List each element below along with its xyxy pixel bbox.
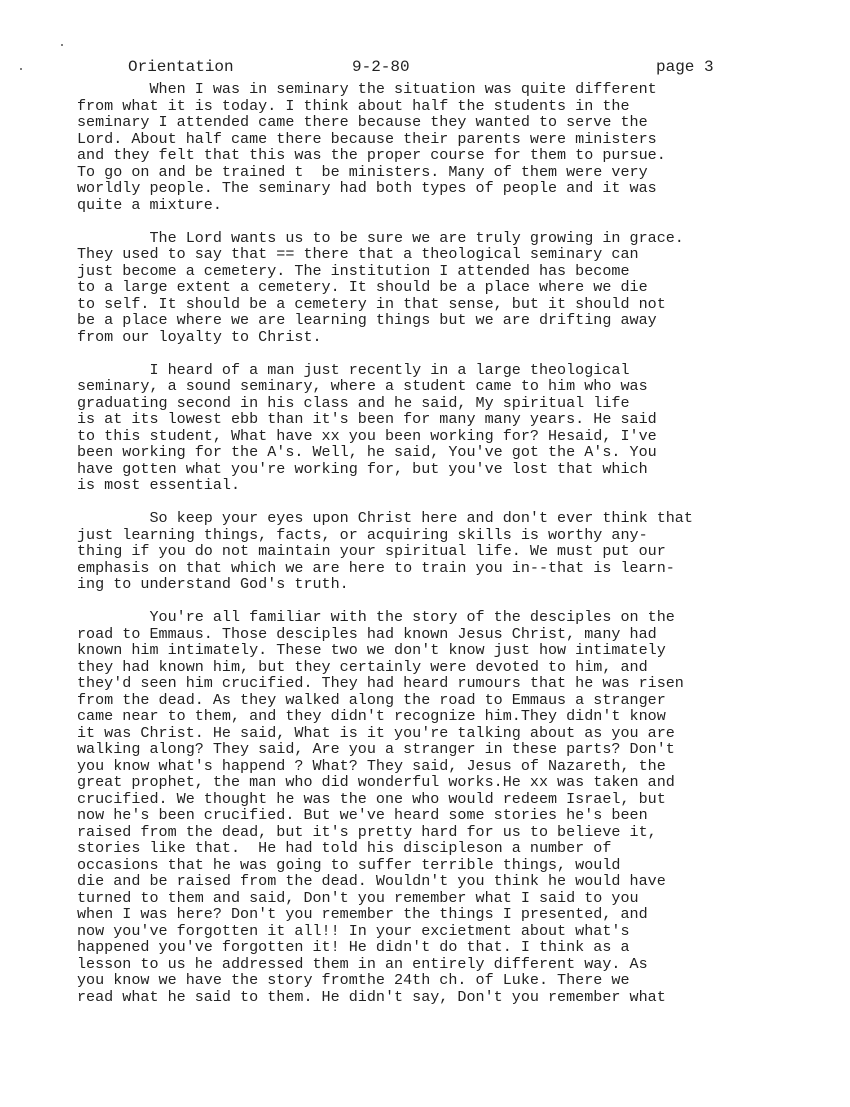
text-line: from our loyalty to Christ.	[77, 327, 322, 346]
text-line: road to Emmaus. Those desciples had known Jesus Christ, many had	[77, 624, 657, 643]
text-line: walking along? They said, Are you a stranger in these parts? Don't	[77, 740, 675, 758]
text-line: great prophet, the man who did wonderful works.He xx was taken and	[77, 773, 675, 791]
text-line: just become a cemetery. The institution I attended has become	[77, 261, 630, 280]
text-line: is at its lowest ebb than it's been for many many years. He said	[77, 410, 657, 428]
paragraph	[77, 510, 777, 593]
text-line: you know we have the story fromthe 24th ch. of Luke. There we	[77, 971, 630, 989]
body-text	[77, 81, 777, 1022]
text-line: came near to them, and they didn't recognize him.They didn't know	[77, 707, 666, 725]
text-line: to this student, What have xx you been working for? Hesaid, I've	[77, 426, 657, 445]
text-line: To go on and be trained t be ministers. Many of them were very	[77, 162, 648, 181]
text-line: crucified. We thought he was the one who would redeem Israel, but	[77, 789, 666, 808]
text-line: be a place where we are learning things but we are drifting away	[77, 311, 657, 329]
text-line: stories like that. He had told his discipleson a number of	[77, 839, 612, 857]
text-line: The Lord wants us to be sure we are truly growing in grace.	[77, 228, 684, 247]
header-date: 9-2-80	[352, 58, 410, 76]
header-page-number: page 3	[656, 58, 714, 76]
speck-mark	[61, 44, 63, 46]
text-line: is most essential.	[77, 476, 241, 494]
text-line: they had known him, but they certainly were devoted to him, and	[77, 657, 648, 676]
text-line: they'd seen him crucified. They had heard rumours that he was risen	[77, 674, 684, 692]
text-line: seminary, a sound seminary, where a student came to him who was	[77, 377, 648, 395]
text-line: lesson to us he addressed them in an entirely different way. As	[77, 954, 648, 973]
text-line: occasions that he was going to suffer terrible things, would	[77, 855, 621, 874]
text-line: die and be raised from the dead. Wouldn't you think he would have	[77, 872, 666, 890]
text-line: and they felt that this was the proper course for them to pursue.	[77, 146, 666, 164]
text-line: known him intimately. These two we don't know just how intimately	[77, 641, 666, 659]
text-line: have gotten what you're working for, but you've lost that which	[77, 459, 648, 478]
text-line: now he's been crucified. But we've heard some stories he's been	[77, 806, 648, 824]
text-line: turned to them and said, Don't you remember what I said to you	[77, 888, 639, 907]
text-line: you know what's happend ? What? They said, Jesus of Nazareth, the	[77, 756, 666, 775]
text-line: seminary I attended came there because they wanted to serve the	[77, 113, 648, 131]
text-line: Lord. About half came there because their parents were ministers	[77, 129, 657, 148]
text-line: I heard of a man just recently in a large theological	[77, 360, 630, 379]
text-line: You're all familiar with the story of the desciples on the	[77, 608, 675, 626]
text-line: thing if you do not maintain your spiritual life. We must put our	[77, 542, 666, 560]
paragraph	[77, 81, 777, 213]
text-line: now you've forgotten it all!! In your excietment about what's	[77, 921, 630, 940]
text-line: graduating second in his class and he said, My spiritual life	[77, 393, 630, 412]
paragraph	[77, 362, 777, 494]
text-line: just learning things, facts, or acquiring skills is worthy any-	[77, 525, 648, 544]
text-line: When I was in seminary the situation was quite different	[77, 80, 657, 98]
text-line: raised from the dead, but it's pretty hard for us to believe it,	[77, 822, 657, 841]
text-line: to self. It should be a cemetery in that sense, but it should not	[77, 294, 666, 313]
text-line: to a large extent a cemetery. It should be a place where we die	[77, 278, 648, 296]
text-line: when I was here? Don't you remember the things I presented, and	[77, 905, 648, 923]
text-line: from what it is today. I think about half the students in the	[77, 96, 630, 115]
text-line: happened you've forgotten it! He didn't do that. I think as a	[77, 938, 630, 956]
text-line: it was Christ. He said, What is it you're talking about as you are	[77, 723, 675, 742]
text-line: ing to understand God's truth.	[77, 575, 349, 593]
text-line: They used to say that == there that a theological seminary can	[77, 245, 639, 263]
text-line: been working for the A's. Well, he said, You've got the A's. You	[77, 443, 657, 461]
text-line: from the dead. As they walked along the road to Emmaus a stranger	[77, 690, 666, 709]
text-line: read what he said to them. He didn't say, Don't you remember what	[77, 987, 666, 1006]
text-line: worldly people. The seminary had both types of people and it was	[77, 179, 657, 197]
text-line: quite a mixture.	[77, 195, 222, 214]
text-line: So keep your eyes upon Christ here and don't ever think that	[77, 509, 693, 527]
page-header	[0, 58, 850, 78]
paragraph	[77, 609, 777, 1005]
header-title: Orientation	[128, 58, 234, 76]
text-line: emphasis on that which we are here to train you in--that is learn-	[77, 558, 675, 577]
paragraph	[77, 230, 777, 346]
